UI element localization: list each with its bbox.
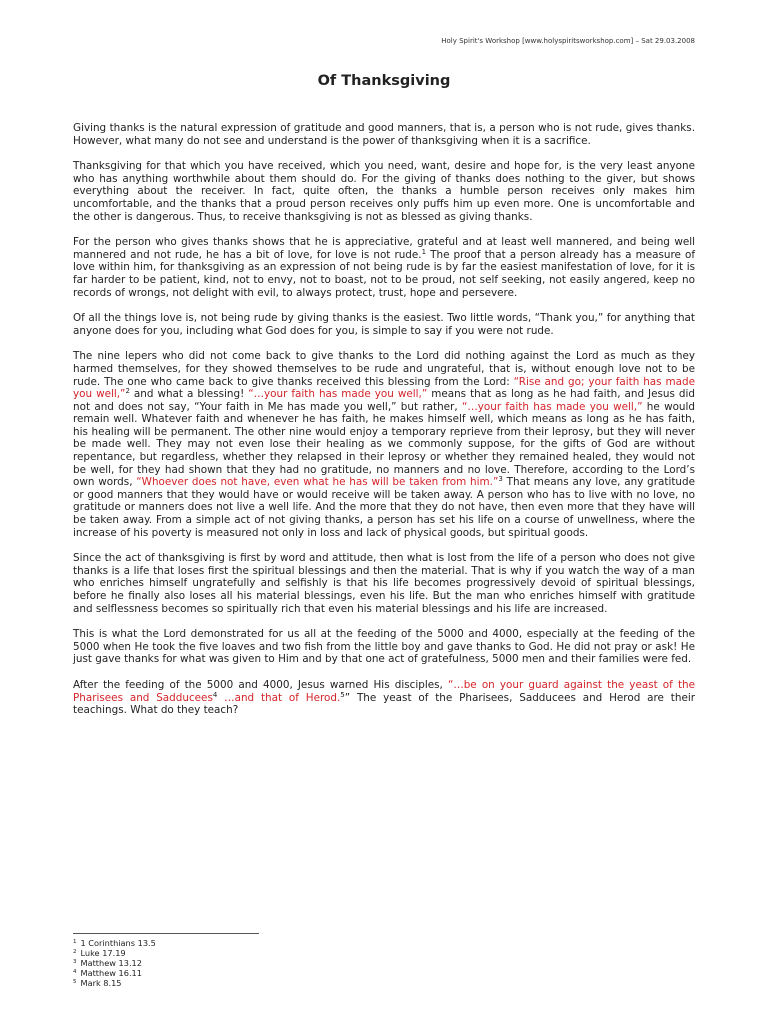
- footnote-item: $^5$ Mark 8.15: [73, 978, 122, 988]
- footnote-ref-5[interactable]: 5: [340, 690, 345, 699]
- footnote-item: $^3$ Matthew 13.12: [73, 958, 142, 968]
- page-title: Of Thanksgiving: [317, 73, 451, 89]
- paragraph-6: Since the act of thanksgiving is first by word and attitude, then what is lost from the life of a person who does not give thanks is a life that loses first the spiritual blessings and then the material. That is why if you watch the way of a man who enriches himself ungratefully and selfishly is that his life becomes progressively devoid of spiritual blessings, before he finally also loses all his material blessings, even his life. But the man who enriches himself with gratitude and selflessness becomes so spiritually rich that even his material blessings and his life are increased.: [73, 552, 695, 615]
- footnote-divider: [73, 933, 259, 934]
- footnote-ref-1[interactable]: 1: [421, 247, 427, 256]
- page-header: Holy Spirit's Workshop [www.holyspiritsworkshop.com] – Sat 29.03.2008: [441, 37, 695, 45]
- footnote-item: $^1$ 1 Corinthians 13.5: [73, 938, 156, 948]
- footnotes: [73, 938, 156, 988]
- scripture-quote: …and that of Herod.: [217, 691, 341, 704]
- paragraph-7: This is what the Lord demonstrated for us all at the feeding of the 5000 and 4000, especially at the feeding of the 5000 when He took the five loaves and two fish from the little boy and gave thanks to God. He did not pray or ask! He just gave thanks for what was given to Him and by that one act of gratefulness, 5000 men and their families were fed.: [73, 628, 695, 666]
- paragraph-2: Thanksgiving for that which you have received, which you need, want, desire and hope for, is the very least anyone who has anything worthwhile about them should do. For the giving of thanks does nothing to the giver, but shows everything about the receiver. In fact, quite often, the thanks a humble person receives only makes him uncomfortable, and the thanks that a proud person receives only puffs him up even more. One is uncomfortable and the other is dangerous. Thus, to receive thanksgiving is not as blessed as giving thanks.: [73, 160, 695, 223]
- article-body: [73, 122, 695, 730]
- paragraph-5: The nine lepers who did not come back to give thanks to the Lord did nothing against the Lord as much as they harmed themselves, for they showed themselves to be rude and ungrateful, that is, without enough love not to be rude. The one who came back to give thanks received this blessing from the Lord: “Rise and go; your faith has made you well,”$^2$ and what a blessing! “…your faith has made you well,” means that as long as he had faith, and Jesus did not and does not say, “Your faith in Me has made you well,” but rather, “…your faith has made you well,” he would remain well. Whatever faith and whenever he has faith, he makes himself well, which means as long as he has faith, his healing will be permanent. The other nine would enjoy a temporary reprieve from their leprosy, but they will never be made well. They may not even lose their healing as we commonly suppose, for the gifts of God are without repentance, but regardless, whether they relapsed in their leprosy or whether they remained healed, they would not be well, for they had shown that they had no gratitude, no manners and no love. Therefore, according to the Lord’s own words, “Whoever does not have, even what he has will be taken from him.”$^3$ That means any love, any gratitude or good manners that they would have or would receive will be taken away. A person who has to live with no love, no gratitude or manners does not live a well life. And the more that they do not have, then even more that they have will be taken away. From a simple act of not giving thanks, a person has set his life on a course of unwellness, where the increase of his poverty is measured not only in loss and lack of physical goods, but spiritual goods.: [73, 350, 696, 539]
- footnote-ref-4[interactable]: 4: [212, 690, 218, 699]
- paragraph-1: Giving thanks is the natural expression of gratitude and good manners, that is, a person who is not rude, gives thanks. However, what many do not see and understand is the power of thanksgiving when it is a sacrifice.: [73, 122, 695, 147]
- scripture-quote: “Whoever does not have, even what he has will be taken from him.”: [136, 476, 499, 489]
- footnote-ref-3[interactable]: 3: [498, 475, 503, 484]
- paragraph-4: Of all the things love is, not being rude by giving thanks is the easiest. Two little words, “Thank you,” for anything that anyone does for you, including what God does for you, is simple to say if you were not rude.: [73, 312, 695, 337]
- scripture-quote: “…be on your guard against the yeast of the Pharisees and Sadducees: [73, 678, 695, 704]
- footnote-item: $^4$ Matthew 16.11: [73, 968, 142, 978]
- paragraph-8: After the feeding of the 5000 and 4000, Jesus warned His disciples, “…be on your guard against the yeast of the Pharisees and Sadducees$^4$ …and that of Herod.$^5$” The yeast of the Pharisees, Sadducees and Herod are their teachings. What do they teach?: [73, 678, 695, 717]
- scripture-quote: “Rise and go; your faith has made you well,”: [73, 375, 695, 401]
- footnote-ref-2[interactable]: 2: [125, 387, 130, 396]
- scripture-quote: “…your faith has made you well,”: [461, 400, 643, 413]
- footnote-item: $^2$ Luke 17.19: [73, 948, 126, 958]
- scripture-quote: “…your faith has made you well,”: [248, 388, 428, 401]
- paragraph-3: For the person who gives thanks shows that he is appreciative, grateful and at least well mannered, and being well mannered and not rude, he has a bit of love, for love is not rude.$^1$ The proof that a person already has a measure of love within him, for thanksgiving as an expression of not being rude is by far the easiest manifestation of love, for it is far harder to be patient, kind, not to envy, not to boast, not to be proud, not self seeking, not easily angered, keep no records of wrongs, not delight with evil, to always protect, trust, hope and persevere.: [73, 236, 696, 299]
